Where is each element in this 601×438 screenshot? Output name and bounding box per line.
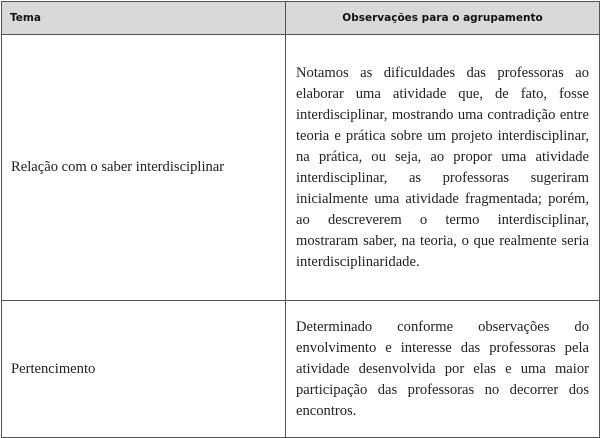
table-body	[2, 35, 600, 438]
header-tema: Tema	[2, 2, 286, 35]
agrupamento-table	[1, 1, 600, 438]
header-row	[2, 2, 600, 35]
table-header	[2, 2, 600, 35]
table-row	[2, 35, 600, 301]
row-tema-cell: Relação com o saber interdisciplinar	[2, 35, 286, 301]
header-observacoes: Observações para o agrupamento	[286, 2, 600, 35]
row-observacoes-cell: Notamos as dificuldades das professoras ao elaborar uma atividade que, de fato, fosse interdisciplinar, mostrando uma contradição entre teoria e prática sobre um projeto interdisciplinar, na prática, ou seja, ao propor uma atividade interdisciplinar, as professoras sugeriram inicialmente uma atividade fragmentada; porém, ao descreverem o termo interdisciplinar, mostraram saber, na teoria, o que realmente seria interdisciplinaridade.	[286, 35, 600, 301]
table-row	[2, 301, 600, 438]
row-tema-cell: Pertencimento	[2, 301, 286, 438]
row-observacoes-cell: Determinado conforme observações do envolvimento e interesse das professoras pela atividade desenvolvida por elas e uma maior participação das professoras no decorrer dos encontros.	[286, 301, 600, 438]
